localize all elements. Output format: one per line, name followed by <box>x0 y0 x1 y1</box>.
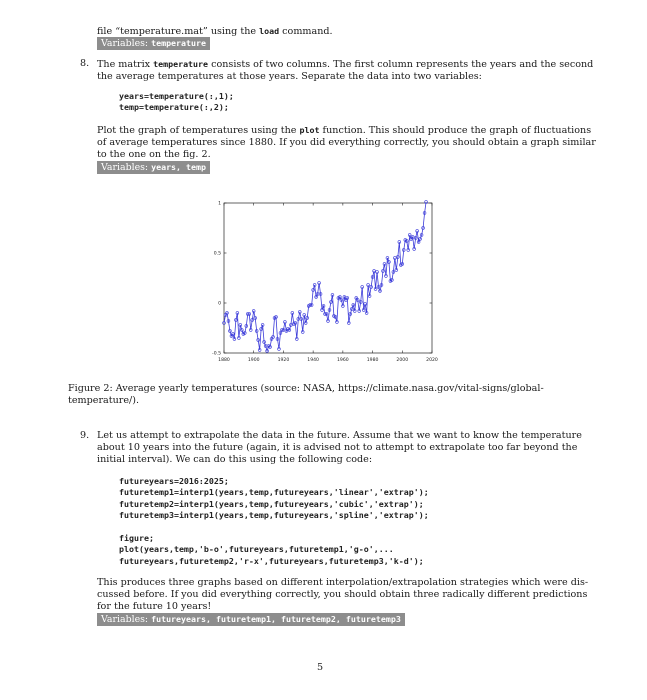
code-line: figure; <box>119 533 154 543</box>
item8-paragraph2 <box>97 124 596 161</box>
item8-p2-line2: of average temperatures since 1880. If you did everything correctly, you should obtain a graph similar <box>97 137 596 148</box>
temperature-keyword: temperature <box>153 59 209 69</box>
intro-text: file “temperature.mat” using the <box>97 26 260 37</box>
variables-box-temperature <box>97 37 210 50</box>
y-tick-label: 0 <box>218 301 221 307</box>
x-tick-label: 1920 <box>277 358 290 363</box>
item8-line1-post: consists of two columns. The first column represents the years and the second <box>208 59 594 70</box>
page-number: 5 <box>317 662 324 673</box>
code-line: futuretemp3=interp1(years,temp,futureyears,'spline','extrap'); <box>119 509 429 520</box>
load-keyword: load <box>259 26 280 36</box>
item8-line1 <box>97 58 594 71</box>
series-markers <box>223 201 428 353</box>
item-number-8: 8. <box>80 58 90 69</box>
y-tick-label: 1 <box>218 201 221 207</box>
x-tick-label: 1940 <box>307 358 319 363</box>
item8-p2-line1-pre: Plot the graph of temperatures using the <box>97 125 300 136</box>
intro-text-end: command. <box>279 26 333 37</box>
item9-paragraph2 <box>97 577 589 613</box>
x-tick-label: 2020 <box>426 358 438 363</box>
item9-paragraph1 <box>97 430 582 466</box>
code-line: futuretemp2=interp1(years,temp,futureyears,'cubic','extrap'); <box>119 498 424 509</box>
variables-code: years, temp <box>151 162 207 172</box>
temperature-chart <box>200 195 440 370</box>
series-line <box>224 202 426 351</box>
code-block-interp <box>119 476 429 521</box>
item-number-9: 9. <box>80 430 90 441</box>
item9-line3: initial interval). We can do this using the following code: <box>97 454 373 465</box>
y-tick-label: 0.5 <box>213 251 221 257</box>
code-block-plot <box>119 533 424 567</box>
item8-p2-line3: to the one on the fig. 2. <box>97 149 211 160</box>
variables-label: Variables: <box>101 614 152 625</box>
variables-code: temperature <box>151 38 207 48</box>
item8-paragraph1 <box>97 58 594 83</box>
item9-line2: about 10 years into the future (again, it is advised not to attempt to extrapolate too far beyond the <box>97 442 578 453</box>
code-temp: temp=temperature(:,2); <box>119 102 229 112</box>
code-years: years=temperature(:,1); <box>119 91 234 101</box>
item8-p2-line1 <box>97 124 592 137</box>
item9-p2-line3: for the future 10 years! <box>97 601 212 612</box>
variables-box-years-temp <box>97 161 210 174</box>
x-tick-label: 1960 <box>337 358 349 363</box>
figure-caption <box>68 383 588 407</box>
variables-label: Variables: <box>101 162 152 173</box>
plot-keyword: plot <box>299 125 320 135</box>
item8-p2-line1-post: function. This should produce the graph of fluctuations <box>319 125 592 136</box>
item8-line2: the average temperatures at those years. Separate the data into two variables: <box>97 71 482 82</box>
variables-box-future <box>97 613 405 626</box>
x-tick-label: 1880 <box>218 358 230 363</box>
variables-label: Variables: <box>101 38 152 49</box>
code-line: futureyears=2016:2025; <box>119 476 229 486</box>
variables-code: futureyears, futuretemp1, futuretemp2, futuretemp3 <box>151 614 401 624</box>
x-tick-label: 2000 <box>396 358 409 363</box>
chart-ticks <box>212 201 438 363</box>
y-tick-label: -0.5 <box>212 351 221 357</box>
code-line: futureyears,futuretemp2,'r-x',futureyears,futuretemp3,'k-d'); <box>119 555 424 566</box>
item9-p2-line1: This produces three graphs based on different interpolation/extrapolation strategies which were dis- <box>97 577 589 588</box>
item9-line1: Let us attempt to extrapolate the data in the future. Assume that we want to know the temperature <box>97 430 582 441</box>
item8-line1-pre: The matrix <box>97 59 154 70</box>
x-tick-label: 1900 <box>247 358 260 363</box>
caption-line1: Figure 2: Average yearly temperatures (source: NASA, https://climate.nasa.gov/vital-signs/global- <box>68 383 544 394</box>
item9-p2-line2: cussed before. If you did everything correctly, you should obtain three radically different predictions <box>97 589 588 600</box>
code-line: futuretemp1=interp1(years,temp,futureyears,'linear','extrap'); <box>119 487 429 498</box>
caption-line2: temperature/). <box>68 395 140 406</box>
x-tick-label: 1980 <box>366 358 379 363</box>
code-line: plot(years,temp,'b-o',futureyears,futuretemp1,'g-o',... <box>119 544 394 555</box>
